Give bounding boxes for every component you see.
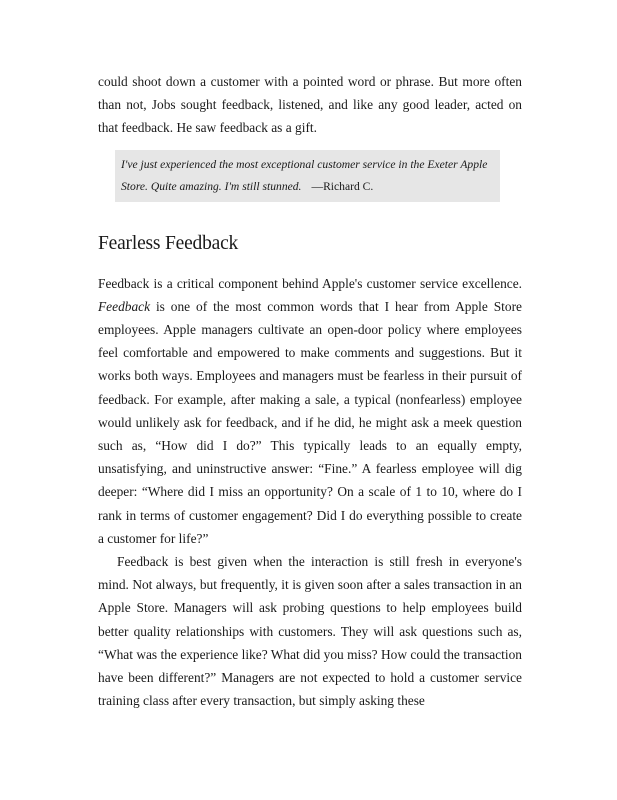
customer-quote-box xyxy=(115,150,500,202)
paragraph-1 xyxy=(98,272,522,550)
intro-paragraph: could shoot down a customer with a pointed word or phrase. But more often than not, Jobs sought feedback, listened, and like any good leader, acted on that feedback. He saw feedback as a gift. xyxy=(98,74,522,136)
section-heading: Fearless Feedback xyxy=(98,232,239,254)
quote-text: I've just experienced the most exceptional customer service in the Exeter Apple Store. Quite amazing. I'm still stunned. xyxy=(121,157,488,193)
book-page xyxy=(98,70,522,712)
paragraph-1-rest: is one of the most common words that I hear from Apple Store employees. Apple managers cultivate an open-door policy where employees feel comfortable and empowered to make comments and suggestions. But it works both ways. Employees and managers must be fearless in their pursuit of feedback. For example, after making a sale, a typical (nonfearless) employee would unlikely ask for feedback, and if he did, he might ask a meek question such as, “How did I do?” This typically leads to an equally empty, unsatisfying, and uninstructive answer: “Fine.” A fearless employee will dig deeper: “Where did I miss an opportunity? On a scale of 1 to 10, where do I rank in terms of customer engagement? Did I do everything possible to create a customer for life?” xyxy=(98,298,522,546)
paragraph-2: Feedback is best given when the interaction is still fresh in everyone's mind. Not always, but frequently, it is given soon after a sales transaction in an Apple Store. Managers will ask probing questions to help employees build better quality relationships with customers. They will ask questions such as, “What was the experience like? What did you miss? How could the transaction have been different?” Managers are not expected to hold a customer service training class after every transaction, but simply asking these xyxy=(98,554,522,709)
paragraph-1-lead: Feedback is a critical component behind Apple's customer service excellence. xyxy=(98,275,522,291)
quote-attribution: —Richard C. xyxy=(311,179,374,193)
paragraph-1-emphasis: Feedback xyxy=(98,298,151,314)
